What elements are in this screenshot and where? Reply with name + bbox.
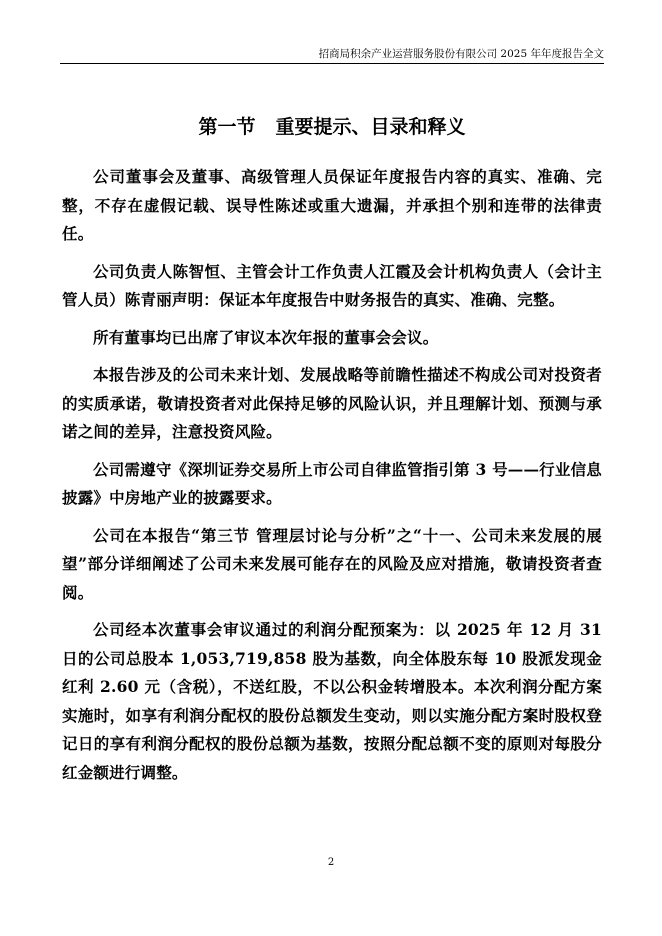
running-header: 招商局积余产业运营服务股份有限公司 2025 年年度报告全文 (318, 48, 604, 60)
section-heading: 重要提示、目录和释义 (275, 116, 466, 138)
paragraph-board-guarantee: 公司董事会及董事、高级管理人员保证年度报告内容的真实、准确、完整，不存在虚假记载、误导性陈述或重大遗漏，并承担个别和连带的法律责任。 (62, 167, 602, 243)
paragraph-disclosure-guideline: 公司需遵守《深圳证券交易所上市公司自律监管指引第 3 号——行业信息披露》中房地产业的披露要求。 (62, 459, 602, 507)
paragraph-forward-looking: 本报告涉及的公司未来计划、发展战略等前瞻性描述不构成公司对投资者的实质承诺，敬请投资者对此保持足够的风险认识，并且理解计划、预测与承诺之间的差异，注意投资风险。 (62, 365, 602, 441)
section-title (60, 114, 604, 140)
paragraph-risk-reference: 公司在本报告“第三节 管理层讨论与分析”之“十一、公司未来发展的展望”部分详细阐述了公司未来发展可能存在的风险及应对措施，敬请投资者查阅。 (62, 525, 602, 602)
paragraph-directors-attendance: 所有董事均已出席了审议本次年报的董事会会议。 (93, 327, 439, 347)
paragraph-profit-distribution: 公司经本次董事会审议通过的利润分配预案为：以 2025 年 12 月 31 日的公司总股本 1,053,719,858 股为基数，向全体股东每 10 股派发现金红利 2.60 元（含税），不送红股，不以公积金转增股本。本次利润分配方案实施时，如享有利润分配权的股份总额发生变动，则以实施分配方案时股权登记日的享有利润分配权的股份总额为基数，按照分配总额不变的原则对每股分红金额进行调整。 (62, 620, 602, 782)
important-notice-body (62, 163, 602, 796)
paragraph-responsible-persons: 公司负责人陈智恒、主管会计工作负责人江霞及会计机构负责人（会计主管人员）陈青丽声明：保证本年度报告中财务报告的真实、准确、完整。 (62, 261, 602, 309)
header-divider (60, 63, 604, 64)
section-number: 第一节 (198, 116, 256, 138)
page-number: 2 (327, 857, 335, 868)
